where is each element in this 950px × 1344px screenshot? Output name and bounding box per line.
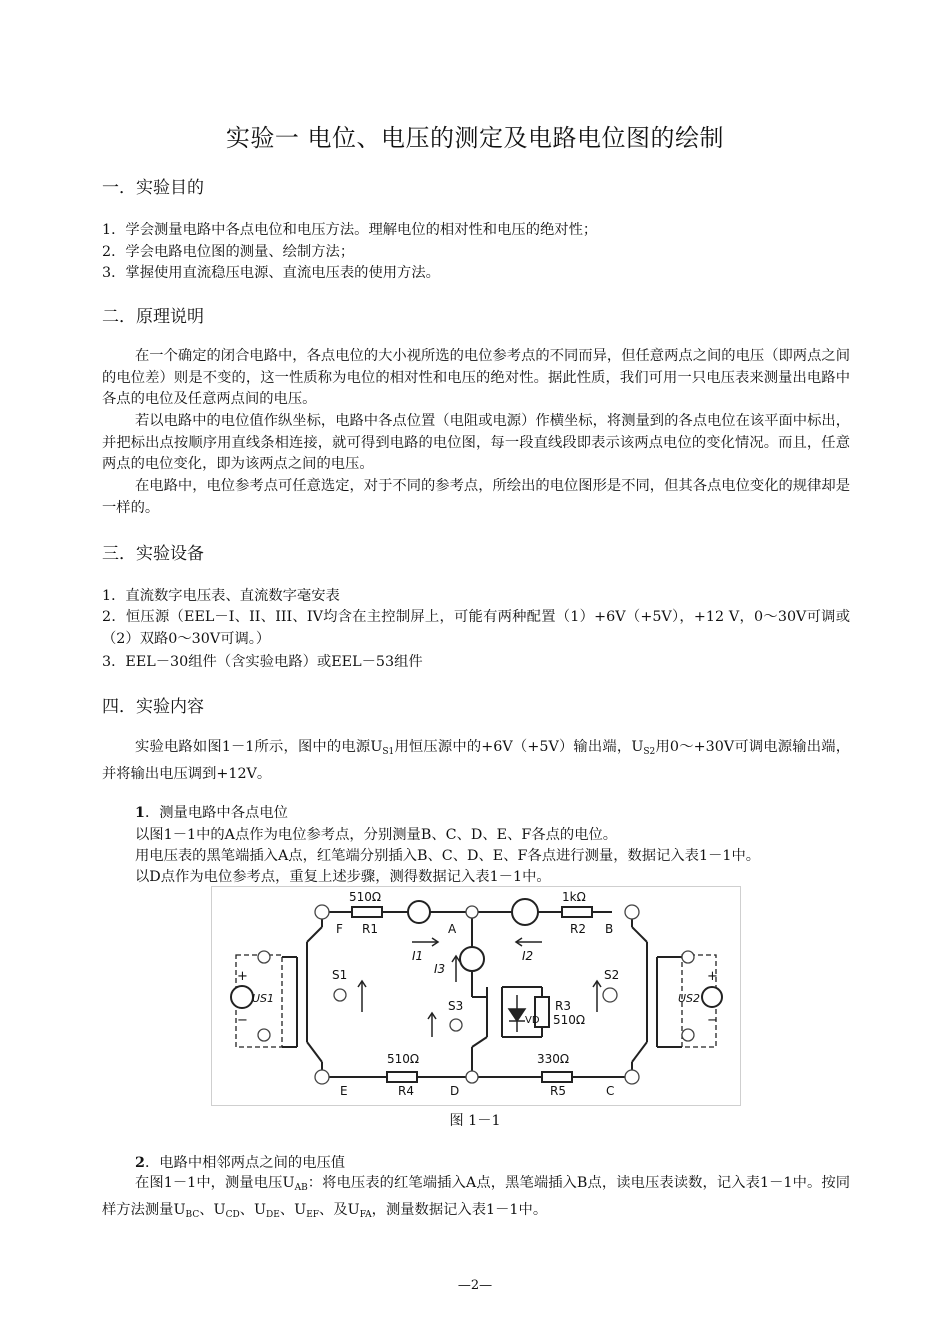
label-r2: R2 <box>570 922 586 936</box>
label-r5: R5 <box>550 1084 566 1098</box>
equipment-item-1: 1．直流数字电压表、直流数字毫安表 <box>102 588 340 604</box>
section-heading-purpose: 一．实验目的 <box>102 178 204 198</box>
label-us2-plus: + <box>707 969 718 984</box>
source-us1-symbol <box>231 986 253 1008</box>
label-r1: R1 <box>362 922 378 936</box>
figure-caption: 图 1－1 <box>449 1113 501 1129</box>
section-heading-equipment: 三．实验设备 <box>102 544 204 564</box>
step1-line-3: 以D点作为电位参考点，重复上述步骤，测得数据记入表1－1中。 <box>135 869 551 885</box>
step1-heading: 1．测量电路中各点电位 <box>135 805 288 821</box>
resistor-r1 <box>352 907 382 917</box>
label-r3: R3 <box>555 999 571 1013</box>
label-s2: S2 <box>604 968 620 982</box>
section-heading-content: 四．实验内容 <box>102 697 204 717</box>
principle-paragraph-2: 若以电路中的电位值作纵坐标，电路中各点位置（电阻或电源）作横坐标，将测量到的各点电位在该平面中标出，并把标出点按顺序用直线条相连接，就可得到电路的电位图，每一段直线段即表示该两点电位的变化情况。而且，任意两点的电位变化，即为该两点之间的电压。 <box>102 413 850 472</box>
diode-vd <box>509 995 525 1032</box>
label-us2: US2 <box>678 992 701 1005</box>
purpose-item-1: 1．学会测量电路中各点电位和电压方法。理解电位的相对性和电压的绝对性； <box>102 222 598 238</box>
label-r4: R4 <box>398 1084 414 1098</box>
label-node-a: A <box>448 922 457 936</box>
label-i1: I1 <box>412 949 424 963</box>
equipment-item-2: 2．恒压源（EEL－I、II、III、IV均含在主控制屏上，可能有两种配置（1）+6V（+5V），+12 V，0～30V可调或（2）双路0～30V可调。） <box>102 609 850 647</box>
principle-paragraph-1: 在一个确定的闭合电路中，各点电位的大小视所选的电位参考点的不同而异，但任意两点之间的电压（即两点之间的电位差）则是不变的，这一性质称为电位的相对性和电压的绝对性。据此性质，我们可用一只电压表来测量出电路中各点的电位及任意两点间的电压。 <box>102 348 850 407</box>
resistor-r4 <box>387 1072 417 1082</box>
circuit-figure <box>211 886 741 1106</box>
content-intro: 实验电路如图1－1所示，图中的电源$U_{S1}$用恒压源中的+6V（+5V）输出端，$U_{S2}$用0～+30V可调电源输出端，并将输出电压调到+12V。 <box>102 739 850 782</box>
label-node-e: E <box>340 1084 348 1098</box>
step1-line-2: 用电压表的黑笔端插入A点，红笔端分别插入B、C、D、E、F各点进行测量，数据记入表1－1中。 <box>135 848 761 864</box>
label-vd: VD <box>525 1015 540 1026</box>
step1-line-1: 以图1－1中的A点作为电位参考点，分别测量B、C、D、E、F各点的电位。 <box>135 827 618 843</box>
label-i3: I3 <box>434 962 446 976</box>
step2-heading: 2．电路中相邻两点之间的电压值 <box>135 1155 346 1171</box>
label-node-f: F <box>336 922 343 936</box>
equipment-item-3: 3．EEL－30组件（含实验电路）或EEL－53组件 <box>102 654 423 670</box>
page-number: —2— <box>457 1278 493 1293</box>
purpose-item-3: 3．掌握使用直流稳压电源、直流电压表的使用方法。 <box>102 265 440 281</box>
label-r5-value: 330Ω <box>537 1052 570 1066</box>
label-us1: US1 <box>252 992 275 1005</box>
resistor-r5 <box>542 1072 572 1082</box>
section-heading-principle: 二．原理说明 <box>102 307 204 327</box>
label-r1-value: 510Ω <box>349 890 382 904</box>
label-node-b: B <box>605 922 614 936</box>
source-us2-symbol <box>702 987 722 1007</box>
principle-paragraph-3: 在电路中，电位参考点可任意选定，对于不同的参考点，所绘出的电位图形是不同，但其各点电位变化的规律却是一样的。 <box>102 478 850 516</box>
label-us1-minus: − <box>237 1013 248 1028</box>
label-r2-value: 1kΩ <box>562 890 586 904</box>
label-i2: I2 <box>522 949 534 963</box>
label-r4-value: 510Ω <box>387 1052 420 1066</box>
label-s1: S1 <box>332 968 348 982</box>
label-s3: S3 <box>448 999 464 1013</box>
circuit-diagram <box>212 887 740 1105</box>
label-r3-value: 510Ω <box>553 1013 586 1027</box>
label-node-c: C <box>606 1084 615 1098</box>
label-us1-plus: + <box>237 969 248 984</box>
resistor-r2 <box>562 907 592 917</box>
label-node-d: D <box>450 1084 460 1098</box>
purpose-item-2: 2．学会电路电位图的测量、绘制方法； <box>102 244 355 260</box>
label-us2-minus: − <box>707 1013 718 1028</box>
page-title: 实验一 电位、电压的测定及电路电位图的绘制 <box>225 124 725 152</box>
step2-paragraph: 在图1－1中，测量电压$U_{AB}$：将电压表的红笔端插入A点，黑笔端插入B点，读电压表读数，记入表1－1中。按同样方法测量$U_{BC}$、$U_{CD}$、$U_{DE}$、$U_{EF}$、及$U_{FA}$，测量数据记入表1－1中。 <box>102 1175 850 1220</box>
